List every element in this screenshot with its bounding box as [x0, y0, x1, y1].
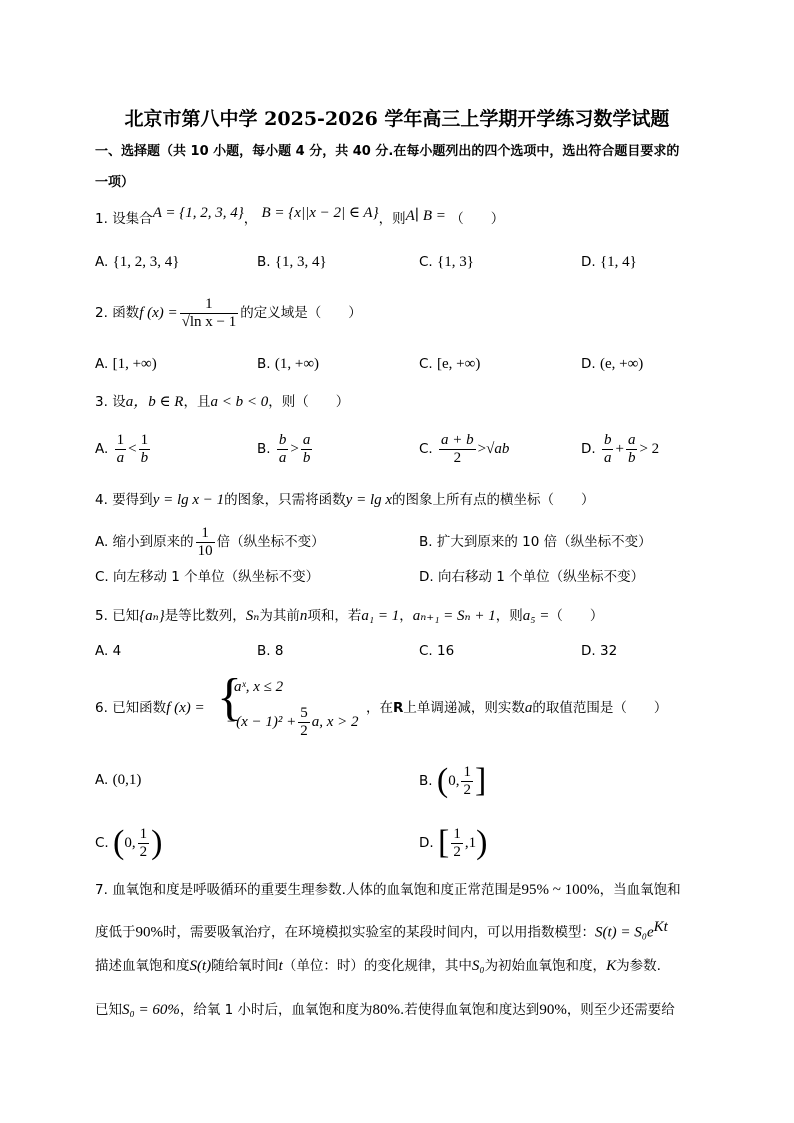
page-title: 北京市第八中学 2025-2026 学年高三上学期开学练习数学试题 — [124, 108, 670, 130]
option-5b: B. 8 — [257, 643, 284, 659]
option-3a: A. $\frac{1}{a}$ < $\frac{1}{b}$ — [95, 431, 149, 466]
question-4: 4. 要得到y = lg x − 1的图象，只需将函数y = lg x的图象上所有点的横坐标（ ） — [95, 492, 595, 508]
option-1a: A. {1, 2, 3, 4} — [95, 254, 180, 270]
option-5a: A. 4 — [95, 643, 122, 659]
question-6-tail: ，在R上单调递减，则实数a的取值范围是（ ） — [366, 700, 668, 716]
question-number: 2. — [95, 305, 108, 321]
option-6b: B. (0, $\frac{1}{2}$ ] — [419, 762, 487, 799]
section-heading-line1: 一、选择题（共 10 小题，每小题 4 分，共 40 分.在每小题列出的四个选项中，选出符合题目要求的 — [95, 144, 680, 159]
question-7-line1: 7. 血氧饱和度是呼吸循环的重要生理参数.人体的血氧饱和度正常范围是95% ~ 100%，当血氧饱和 — [95, 882, 681, 898]
option-4b: B. 扩大到原来的 10 倍（纵坐标不变） — [419, 534, 652, 550]
option-3b: B. $\frac{b}{a}$ > $\frac{a}{b}$ — [257, 431, 311, 466]
piece-2: −(x − 1)² + $\frac{5}{2}$ a, x > 2 — [226, 704, 359, 739]
option-6c: C. (0, $\frac{1}{2}$ ) — [95, 824, 163, 861]
section-heading-line2: 一项） — [95, 175, 135, 190]
option-6a: A. (0,1) — [95, 772, 142, 788]
question-number: 7. — [95, 882, 108, 898]
option-2d: D. (e, +∞) — [581, 356, 644, 372]
option-1d: D. {1, 4} — [581, 254, 637, 270]
question-3: 3. 设a，b ∈ R，且a < b < 0，则（ ） — [95, 394, 350, 410]
question-7-line2: 度低于90%时，需要吸氧治疗，在环境模拟实验室的某段时间内，可以用指数模型：$S(t) = S_0e^{Kt}$ — [95, 919, 668, 941]
option-3c: C. $\frac{a + b}{2}$ >√ab — [419, 431, 510, 466]
fraction: $\frac{1}{\text{√ln x − 1}}$ — [181, 295, 237, 330]
question-7-line3: 描述血氧饱和度S(t)随给氧时间t（单位：时）的变化规律，其中S₀为初始血氧饱和度，K为参数. — [95, 958, 661, 974]
set-b: B = {x||x − 2| ∈ A} — [261, 205, 379, 221]
option-4d: D. 向右移动 1 个单位（纵坐标不变） — [419, 569, 645, 585]
option-5d: D. 32 — [581, 643, 618, 659]
question-number: 5. — [95, 608, 108, 624]
option-5c: C. 16 — [419, 643, 455, 659]
question-number: 4. — [95, 492, 108, 508]
option-3d: D. $\frac{b}{a}$ + $\frac{a}{b}$ > 2 — [581, 431, 660, 466]
option-2a: A. [1, +∞) — [95, 356, 157, 372]
option-2c: C. [e, +∞) — [419, 356, 481, 372]
option-4c: C. 向左移动 1 个单位（纵坐标不变） — [95, 569, 320, 585]
option-1c: C. {1, 3} — [419, 254, 474, 270]
option-1b: B. {1, 3, 4} — [257, 254, 327, 270]
option-2b: B. (1, +∞) — [257, 356, 320, 372]
question-number: 3. — [95, 394, 108, 410]
question-2: 2. 函数f (x) = $\frac{1}{\text{√ln x − 1}}$ 的定义域是（ ） — [95, 295, 362, 330]
question-number: 6. — [95, 700, 108, 716]
question-1: 1. 设集合A = {1, 2, 3, 4}， B = {x||x − 2| ∈ A}，则A∣ B = （ ） — [95, 205, 505, 227]
question-7-line4: 已知S₀ = 60%，给氧 1 小时后，血氧饱和度为80%.若使得血氧饱和度达到90%，则至少还需要给 — [95, 1002, 675, 1018]
set-a: A = {1, 2, 3, 4} — [152, 205, 244, 221]
question-6-lead: 6. 已知函数f (x) = — [95, 700, 205, 716]
option-6d: D. [ $\frac{1}{2}$ ,1) — [419, 824, 488, 861]
question-5: 5. 已知{aₙ}是等比数列，Sₙ为其前n项和，若a₁ = 1，aₙ₊₁ = Sₙ + 1，则a₅ =（ ） — [95, 608, 604, 624]
option-4a: A. 缩小到原来的 $\frac{1}{10}$ 倍（纵坐标不变） — [95, 524, 325, 559]
left-brace: { — [217, 669, 242, 726]
piece-1: aˣ, x ≤ 2 — [234, 679, 284, 695]
question-number: 1. — [95, 211, 108, 227]
